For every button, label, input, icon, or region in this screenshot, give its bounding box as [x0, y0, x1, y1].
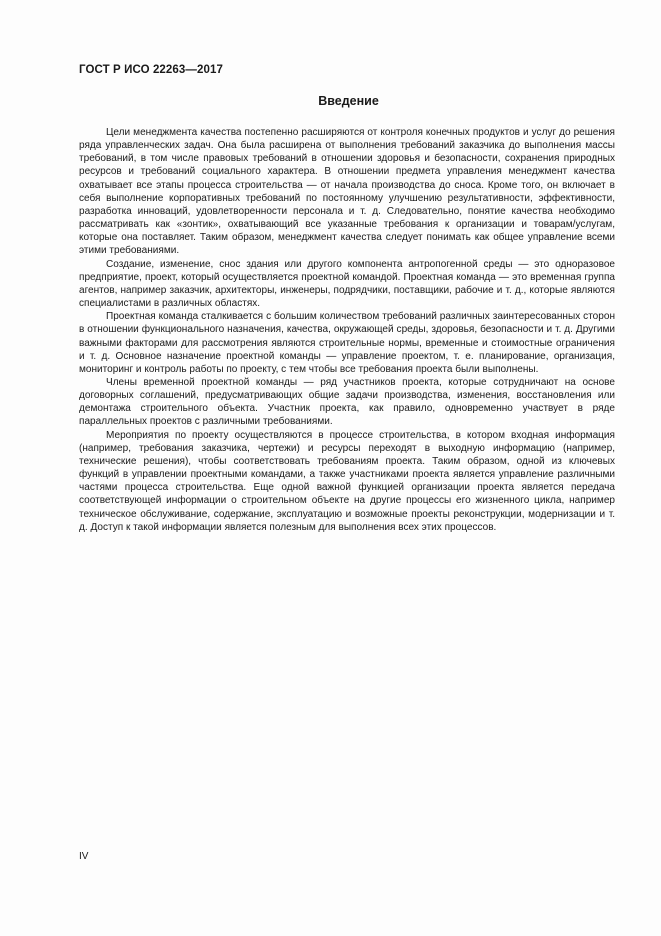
paragraph: Мероприятия по проекту осуществляются в процессе строительства, в котором входная информация (например, требования заказчика, чертежи) и ресурсы переходят в выходную информацию (например, технические решения), чтобы соответствовать требованиям проекта. Таким образом, одной из ключевых функций в управлении проектными командами, а также участниками проекта является управление различными частями процесса строительства. Еще одной важной функцией организации проекта является передача соответствующей информации о строительном объекте на другие процессы его жизненного цикла, например техническое обслуживание, содержание, эксплуатацию и возможные проекты реконструкции, модернизации и т. д. Доступ к такой информации является полезным для выполнения всех этих процессов. — [79, 429, 615, 533]
standard-designation: ГОСТ Р ИСО 22263—2017 — [79, 64, 224, 76]
paragraph: Создание, изменение, снос здания или другого компонента антропогенной среды — это одноразовое предприятие, проект, который осуществляется проектной командой. Проектная команда — это временная группа агентов, например заказчик, архитекторы, инженеры, подрядчики, поставщики, рабочие и т. д., которые являются специалистами в различных областях. — [79, 258, 615, 310]
paragraph: Цели менеджмента качества постепенно расширяются от контроля конечных продуктов и услуг до решения ряда управленческих задач. Она была расширена от выполнения требований заказчика до выполнения массы требований, в том числе правовых требований в отношении здоровья и безопасности, сохранения природных ресурсов и требований социального характера. В отношении предмета управления менеджмент качества охватывает все этапы процесса строительства — от начала производства до сноса. Кроме того, он включает в себя выполнение корпоративных требований по постоянному улучшению результативности, эффективности, разработка инноваций, удовлетворенности персонала и т. д. Следовательно, понятие качества необходимо рассматривать как «зонтик», охватывающий все указанные требования к организации и товарам/услугам, которые она поставляет. Таким образом, менеджмент качества следует понимать как общее управление всеми этими требованиями. — [79, 127, 615, 257]
paragraph: Члены временной проектной команды — ряд участников проекта, которые сотрудничают на основе договорных соглашений, предусматривающих общие задачи производства, изменения, восстановления или демонтажа строительного объекта. Участник проекта, как правило, одновременно участвует в ряде параллельных проектов с различными требованиями. — [79, 376, 615, 428]
paragraph: Проектная команда сталкивается с большим количеством требований различных заинтересованных сторон в отношении функционального назначения, качества, окружающей среды, здоровья, безопасности и т. д. Другими важными факторами для рассмотрения являются строительные нормы, временные и стоимостные ограничения и т. д. Основное назначение проектной команды — управление проектом, т. е. планирование, организация, мониторинг и контроль работы по проекту, с тем чтобы все требования проекта были выполнены. — [79, 311, 615, 375]
body-text — [79, 126, 615, 534]
section-title: Введение — [318, 94, 379, 108]
page-number: IV — [79, 851, 89, 862]
